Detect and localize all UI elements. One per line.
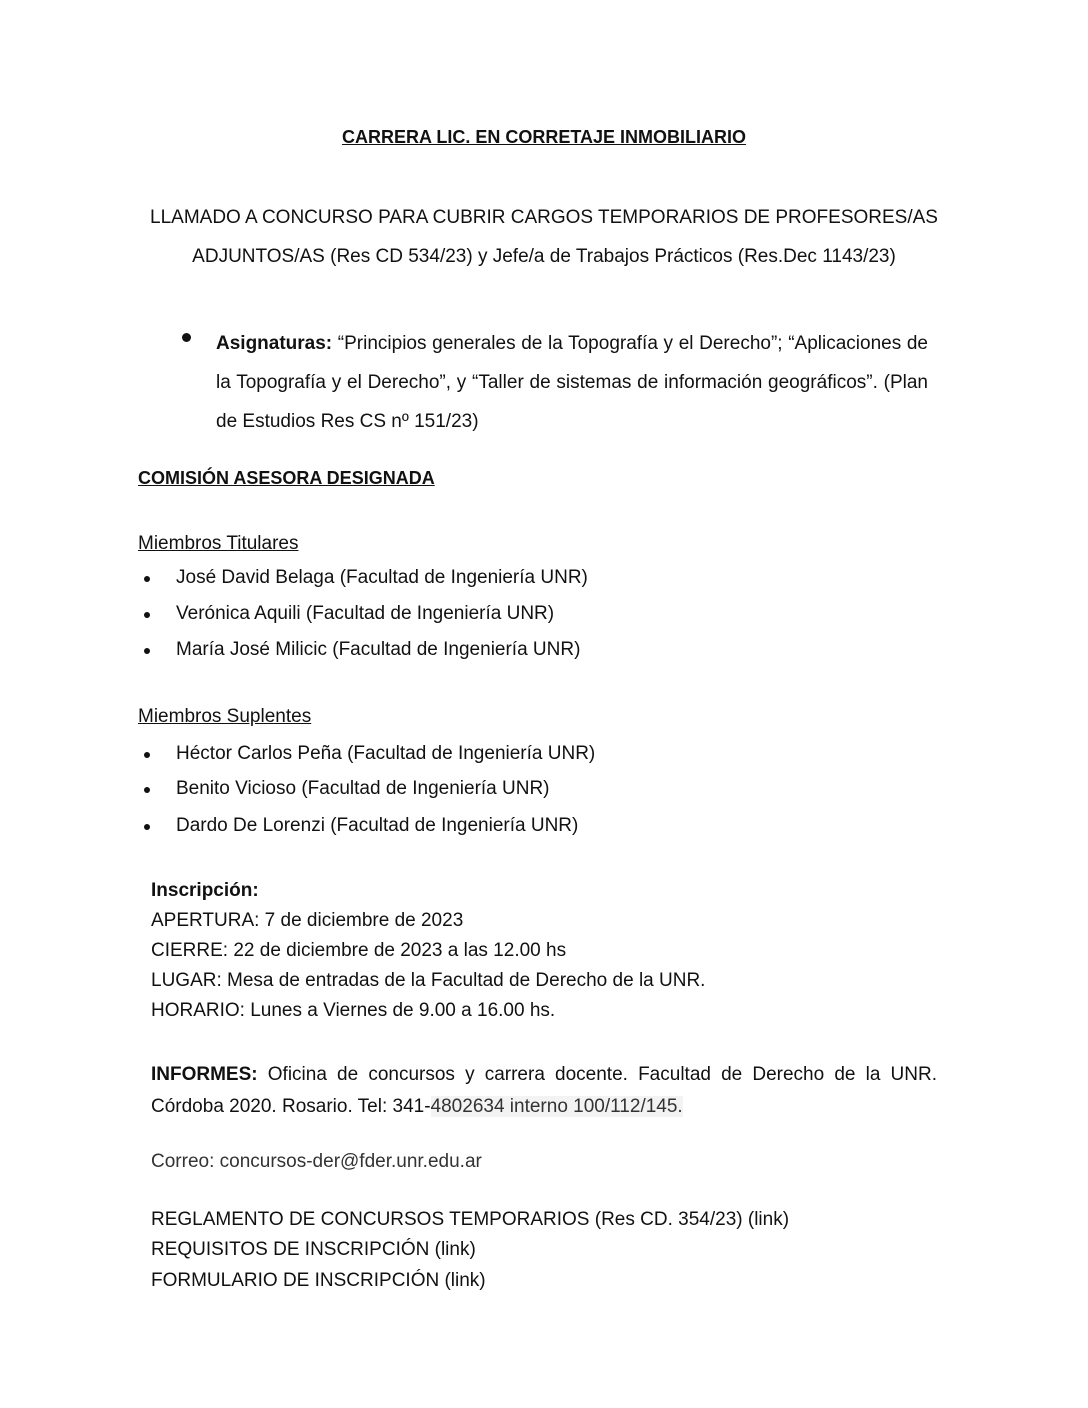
informes-tel: 4802634 interno 100/112/145.	[430, 1096, 683, 1117]
subtitle-line-2: ADJUNTOS/AS (Res CD 534/23) y Jefe/a de Trabajos Prácticos (Res.Dec 1143/23)	[192, 246, 896, 267]
bullet-icon	[144, 648, 150, 654]
page-title: CARRERA LIC. EN CORRETAJE INMOBILIARIO	[341, 127, 746, 147]
list-item: Benito Vicioso (Facultad de Ingeniería UNR)	[176, 778, 550, 799]
correo-text: Correo: concursos-der@fder.unr.edu.ar	[151, 1151, 482, 1172]
comision-title: COMISIÓN ASESORA DESIGNADA	[138, 468, 435, 488]
asignaturas-label: Asignaturas:	[216, 333, 333, 354]
bullet-icon	[182, 333, 191, 342]
list-item: Dardo De Lorenzi (Facultad de Ingeniería UNR)	[176, 815, 579, 836]
list-item: María José Milicic (Facultad de Ingeniería UNR)	[176, 639, 581, 660]
inscripcion-cierre: CIERRE: 22 de diciembre de 2023 a las 12.00 hs	[151, 940, 567, 961]
list-item: José David Belaga (Facultad de Ingeniería UNR)	[176, 567, 588, 588]
reglamento-link[interactable]: REGLAMENTO DE CONCURSOS TEMPORARIOS (Res CD. 354/23) (link)	[151, 1209, 790, 1230]
bullet-icon	[144, 787, 150, 793]
bullet-icon	[144, 612, 150, 618]
informes-label: INFORMES:	[151, 1064, 258, 1085]
requisitos-link[interactable]: REQUISITOS DE INSCRIPCIÓN (link)	[151, 1239, 476, 1260]
informes-text: Oficina de concursos y carrera docente. Facultad de Derecho de la UNR. Córdoba 2020. Rosario. Tel: 341-	[151, 1064, 937, 1117]
subtitle-line-1: LLAMADO A CONCURSO PARA CUBRIR CARGOS TEMPORARIOS DE PROFESORES/AS	[150, 207, 938, 228]
asignaturas-text: “Principios generales de la Topografía y el Derecho”; “Aplicaciones de la Topografía y el Derecho”, y “Taller de sistemas de información geográficos”. (Plan de Estudios Res CS nº 151/23)	[216, 333, 929, 432]
titulares-heading: Miembros Titulares	[138, 533, 299, 554]
bullet-icon	[144, 576, 150, 582]
bullet-icon	[144, 824, 150, 830]
inscripcion-lugar: LUGAR: Mesa de entradas de la Facultad de Derecho de la UNR.	[151, 970, 706, 991]
inscripcion-apertura: APERTURA: 7 de diciembre de 2023	[151, 910, 464, 931]
inscripcion-horario: HORARIO: Lunes a Viernes de 9.00 a 16.00 hs.	[151, 1000, 556, 1021]
list-item: Héctor Carlos Peña (Facultad de Ingeniería UNR)	[176, 743, 596, 764]
suplentes-heading: Miembros Suplentes	[138, 706, 312, 727]
inscripcion-label: Inscripción:	[151, 880, 259, 901]
formulario-link[interactable]: FORMULARIO DE INSCRIPCIÓN (link)	[151, 1270, 486, 1291]
asignaturas-paragraph	[216, 324, 928, 441]
list-item: Verónica Aquili (Facultad de Ingeniería UNR)	[176, 603, 555, 624]
informes-paragraph	[151, 1059, 937, 1123]
bullet-icon	[144, 752, 150, 758]
